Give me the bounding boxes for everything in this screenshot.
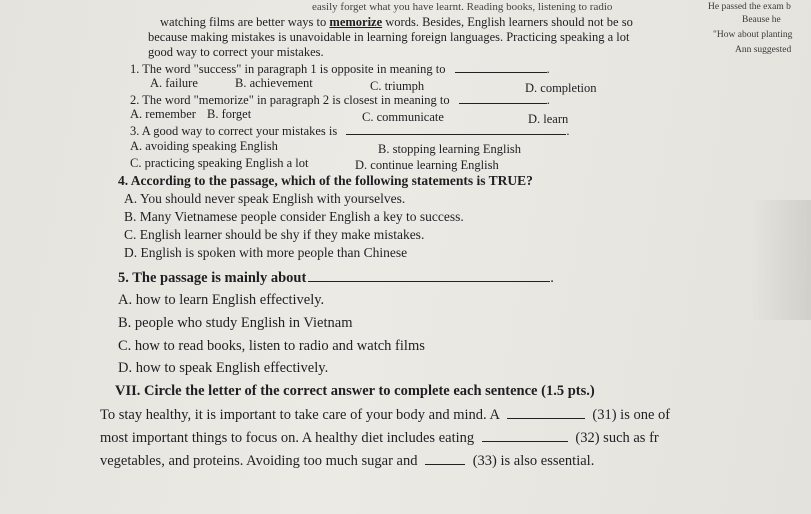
q5-option-d: D. how to speak English effectively. — [118, 360, 329, 376]
q3-option-d: D. continue learning English — [355, 158, 499, 172]
q3-option-a: A. avoiding speaking English — [130, 139, 278, 153]
blank-31 — [507, 409, 585, 419]
q1-option-c: C. triumph — [370, 79, 425, 93]
s7-line3-start: vegetables, and proteins. Avoiding too much sugar and — [100, 453, 418, 469]
s7-line1-start: To stay healthy, it is important to take care of your body and mind. A — [100, 407, 500, 423]
memorize-word: memorize — [329, 15, 383, 29]
passage-line-2: because making mistakes is unavoidable in learning foreign languages. Practicing speaking a lot — [148, 30, 630, 44]
blank-32 — [482, 432, 568, 442]
q5-stem-text: 5. The passage is mainly about — [118, 270, 307, 286]
q5-option-b: B. people who study English in Vietnam — [118, 315, 353, 331]
section-7-line-1 — [100, 408, 670, 423]
q4-option-a: A. You should never speak English with yourselves. — [124, 191, 406, 206]
passage-line-1-end: words. Besides, English learners should not be so — [382, 15, 633, 29]
passage-line-0: easily forget what you have learnt. Reading books, listening to radio — [312, 1, 613, 13]
section-7-heading: VII. Circle the letter of the correct answer to complete each sentence (1.5 pts.) — [115, 383, 595, 399]
passage-line-1-start: watching films are better ways to — [160, 15, 330, 29]
q3-option-b: B. stopping learning English — [378, 142, 522, 156]
bleed-text-2: "How about planting — [713, 30, 793, 40]
passage-line-1 — [160, 16, 633, 29]
q2-stem: 2. The word "memorize" in paragraph 2 is closest in meaning to . — [130, 93, 550, 107]
q1-stem-text: 1. The word "success" in paragraph 1 is opposite in meaning to — [130, 62, 446, 76]
q4-option-d: D. English is spoken with more people than Chinese — [124, 245, 408, 260]
s7-line1-end: (31) is one of — [592, 407, 671, 423]
q3-blank — [346, 125, 566, 135]
q3-option-c: C. practicing speaking English a lot — [130, 156, 309, 170]
q1-option-a: A. failure — [150, 76, 198, 90]
blank-33 — [425, 455, 465, 465]
q1-stem: 1. The word "success" in paragraph 1 is opposite in meaning to . — [130, 62, 550, 76]
q2-option-a: A. remember — [130, 107, 196, 121]
passage-line-3: good way to correct your mistakes. — [148, 45, 324, 59]
bleed-text-0: He passed the exam b — [708, 2, 791, 12]
section-7-line-2 — [100, 431, 659, 446]
q3-stem-text: 3. A good way to correct your mistakes is — [130, 124, 338, 138]
bleed-text-3: Ann suggested — [735, 45, 792, 55]
q3-stem: 3. A good way to correct your mistakes is . — [130, 124, 570, 138]
q2-blank — [459, 94, 547, 104]
q2-option-b: B. forget — [207, 107, 252, 121]
q5-stem: 5. The passage is mainly about . — [118, 270, 554, 286]
q4-stem: 4. According to the passage, which of the following statements is TRUE? — [118, 173, 533, 188]
section-7-line-3 — [100, 454, 594, 469]
q5-option-a: A. how to learn English effectively. — [118, 292, 325, 308]
s7-line2-start: most important things to focus on. A healthy diet includes eating — [100, 430, 475, 446]
q2-option-d: D. learn — [528, 112, 569, 126]
s7-line3-end: (33) is also essential. — [472, 453, 595, 469]
q5-blank — [308, 272, 550, 282]
paper-shadow — [751, 200, 811, 320]
bleed-text-1: Beause he — [742, 15, 781, 25]
q2-option-c: C. communicate — [362, 110, 444, 124]
q1-option-b: B. achievement — [235, 76, 313, 90]
q4-option-b: B. Many Vietnamese people consider English a key to success. — [124, 209, 464, 224]
q1-option-d: D. completion — [525, 81, 597, 95]
q1-blank — [455, 63, 547, 73]
q2-stem-text: 2. The word "memorize" in paragraph 2 is closest in meaning to — [130, 93, 450, 107]
s7-line2-end: (32) such as fr — [575, 430, 659, 446]
q5-option-c: C. how to read books, listen to radio and watch films — [118, 338, 425, 354]
q4-option-c: C. English learner should be shy if they make mistakes. — [124, 227, 425, 242]
